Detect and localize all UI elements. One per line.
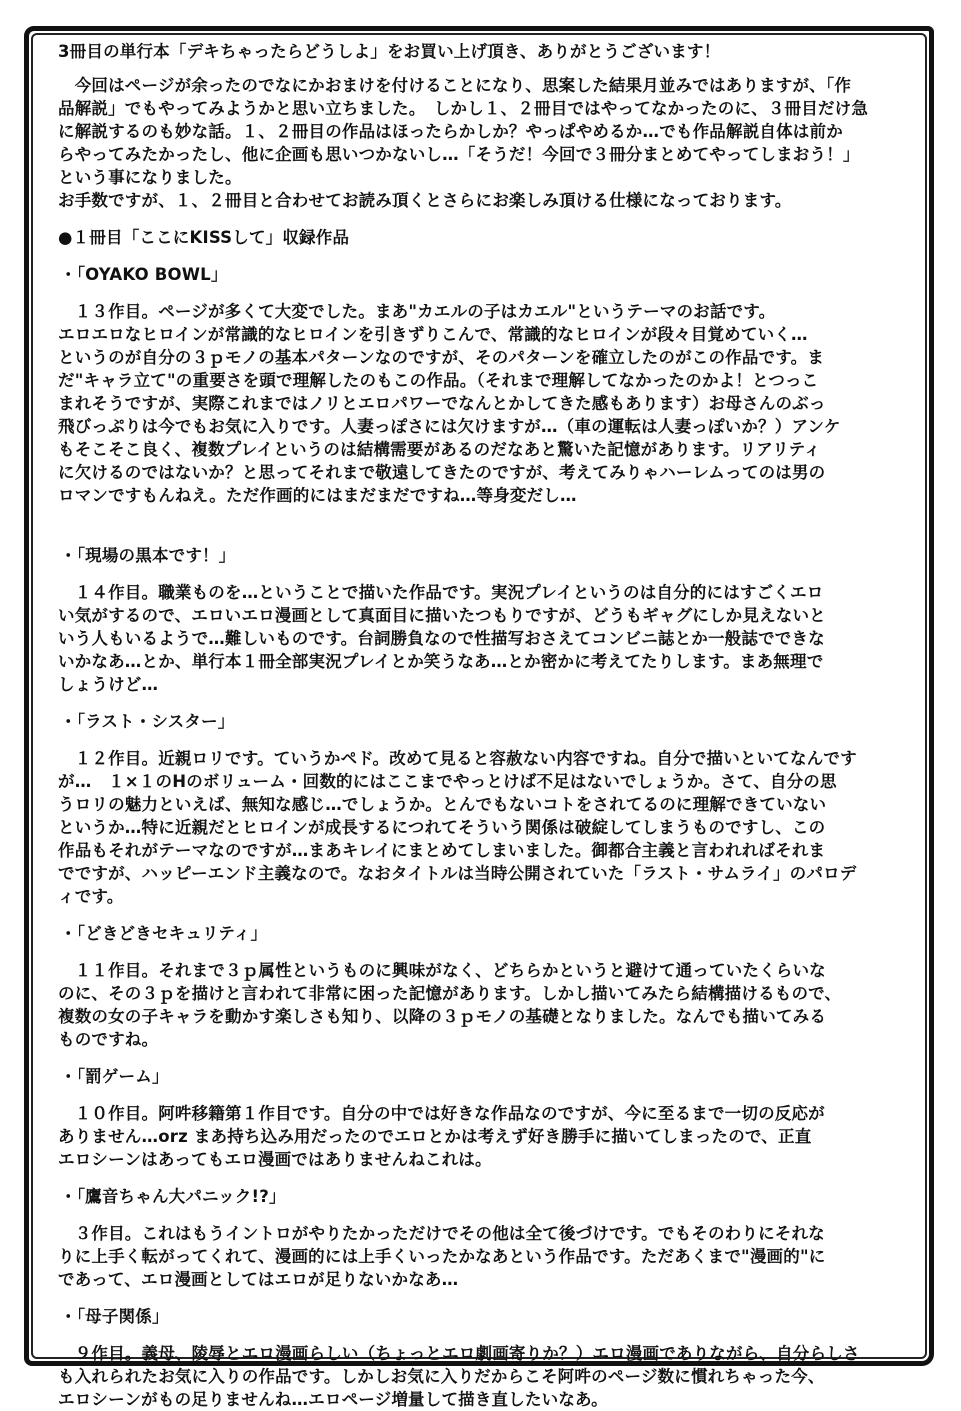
work-description [58, 1342, 908, 1411]
text-line: であって、エロ漫画としてはエロが足りないかなあ… [58, 1270, 459, 1289]
text-line: 複数の女の子キャラを動かす楽しさも知り、以降の３ｐモノの基礎となりました。なんでも描いてみる [58, 1007, 827, 1026]
text-line: が… １×１のHのボリューム・回数的にはここまでやっとけば不足はないでしょうか。さて、自分の思 [58, 772, 837, 791]
text-line: りに上手く転がってくれて、漫画的には上手くいったかなあという作品です。ただあくまで"漫画的"に [58, 1247, 826, 1266]
work-title: ・「罰ゲーム」 [60, 1067, 169, 1086]
text-line: というか…特に近親だとヒロインが成長するにつれてそういう関係は破綻してしまうものですし、この [58, 818, 826, 837]
text-line: 品解説」でもやってみようかと思い立ちました。 しかし１、２冊目ではやってなかったのに、３冊目だけ急 [58, 99, 869, 118]
intro-paragraph [58, 74, 908, 212]
work-description [58, 1102, 908, 1171]
text-line: いう人もいるようで…難しいものです。台詞勝負なので性描写おさえてコンビニ誌とか一般誌でできな [58, 629, 825, 648]
document-body [58, 40, 908, 1411]
text-line: でですが、ハッピーエンド主義なので。なおタイトルは当時公開されていた「ラスト・サムライ」のパロデ [58, 864, 857, 883]
text-line: ３作目。これはもうイントロがやりたかっただけでその他は全て後づけです。でもそのわりにそれな [58, 1224, 825, 1243]
text-line: だ"キャラ立て"の重要さを頭で理解したのもこの作品。（それまで理解してなかったのかよ！とつっこ [58, 371, 819, 390]
text-line: らやってみたかったし、他に企画も思いつかないし…「そうだ！今回で３冊分まとめてやってしまおう！」 [58, 145, 860, 164]
text-line: うロリの魅力といえば、無知な感じ…でしょうか。とんでもないコトをされてるのに理解できていない [58, 795, 827, 814]
work-title: ・「ラスト・シスター」 [60, 712, 235, 731]
text-line: １１作目。それまで３ｐ属性というものに興味がなく、どちらかというと避けて通っていたくらいな [58, 961, 826, 980]
text-line: も入れられたお気に入りの作品です。しかしお気に入りだからこそ阿吽のページ数に慣れちゃった今、 [58, 1367, 825, 1386]
text-line: に解説するのも妙な話。１、２冊目の作品はほったらかしか？やっぱやめるか…でも作品解説自体は前か [58, 122, 843, 141]
work-description [58, 1222, 908, 1291]
text-line: エロシーンがもの足りませんね…エロページ増量して描き直したいなあ。 [58, 1390, 608, 1409]
text-line: しょうけど… [58, 675, 159, 694]
intro-line: 3冊目の単行本「デキちゃったらどうしよ」をお買い上げ頂き、ありがとうございます！ [58, 42, 721, 61]
text-line: １４作目。職業ものを…ということで描いた作品です。実況プレイというのは自分的にはすごくエロ [58, 583, 824, 602]
text-line: 作品もそれがテーマなのですが…まあキレイにまとめてしまいました。御都合主義と言われればそれま [58, 841, 826, 860]
text-line: に欠けるのではないか？と思ってそれまで敬遠してきたのですが、考えてみりゃハーレムってのは男の [58, 463, 826, 482]
work-title: ・「どきどきセキュリティ」 [60, 924, 268, 943]
text-line: 飛びっぷりは今でもお気に入りです。人妻っぽさには欠けますが…（車の運転は人妻っぽいか？）アンケ [58, 417, 841, 436]
text-line: １２作目。近親ロリです。ていうかペド。改めて見ると容赦ない内容ですね。自分で描いといてなんです [58, 749, 857, 768]
text-line: ものですね。 [58, 1030, 159, 1049]
work-description [58, 581, 908, 696]
text-line: 今回はページが余ったのでなにかおまけを付けることになり、思案した結果月並みではありますが、「作 [58, 76, 852, 95]
text-line: というのが自分の３ｐモノの基本パターンなのですが、そのパターンを確立したのがこの作品です。ま [58, 348, 825, 367]
text-line: お手数ですが、１、２冊目と合わせてお読み頂くとさらにお楽しみ頂ける仕様になっております。 [58, 191, 792, 210]
work-title: ・「OYAKO BOWL」 [60, 265, 228, 284]
text-line: エロエロなヒロインが常識的なヒロインを引きずりこんで、常識的なヒロインが段々目覚めていく… [58, 325, 808, 344]
text-line: という事になりました。 [58, 168, 242, 187]
text-line: １０作目。阿吽移籍第１作目です。自分の中では好きな作品なのですが、今に至るまで一切の反応が [58, 1104, 825, 1123]
text-line: いかなあ…とか、単行本１冊全部実況プレイとか笑うなあ…とか密かに考えてたりします。まあ無理で [58, 652, 824, 671]
text-line: ィです。 [58, 887, 124, 906]
text-line: ９作目。義母、陵辱とエロ漫画らしい（ちょっとエロ劇画寄りか？）エロ漫画でありながら、自分らしさ [58, 1344, 860, 1363]
section-heading: ●１冊目「ここにKISSして」収録作品 [58, 228, 350, 247]
text-line: １３作目。ページが多くて大変でした。まあ"カエルの子はカエル"というテーマのお話です。 [58, 302, 776, 321]
text-line: ロマンですもんねえ。ただ作画的にはまだまだですね…等身変だし… [58, 486, 577, 505]
work-title: ・「鷹音ちゃん大パニック!?」 [60, 1187, 286, 1206]
text-line: エロシーンはあってもエロ漫画ではありませんねこれは。 [58, 1150, 492, 1169]
work-title: ・「母子関係」 [60, 1307, 169, 1326]
work-description [58, 747, 908, 908]
work-title: ・「現場の黒本です！」 [60, 546, 236, 565]
text-line: まれそうですが、実際これまではノリとエロパワーでなんとかしてきた感もあります）お母さんのぶっ [58, 394, 826, 413]
text-line: ありません…orz まあ持ち込み用だったのでエロとかは考えず好き勝手に描いてしまったので、正直 [58, 1127, 812, 1146]
text-line: のに、その３ｐを描けと言われて非常に困った記憶があります。しかし描いてみたら結構描けるもので、 [58, 984, 842, 1003]
work-description [58, 300, 908, 507]
text-line: い気がするので、エロいエロ漫画として真面目に描いたつもりですが、どうもギャグにしか見えないと [58, 606, 826, 625]
work-description [58, 959, 908, 1051]
text-line: もそこそこ良く、複数プレイというのは結構需要があるのだなあと驚いた記憶があります。リアリティ [58, 440, 821, 459]
